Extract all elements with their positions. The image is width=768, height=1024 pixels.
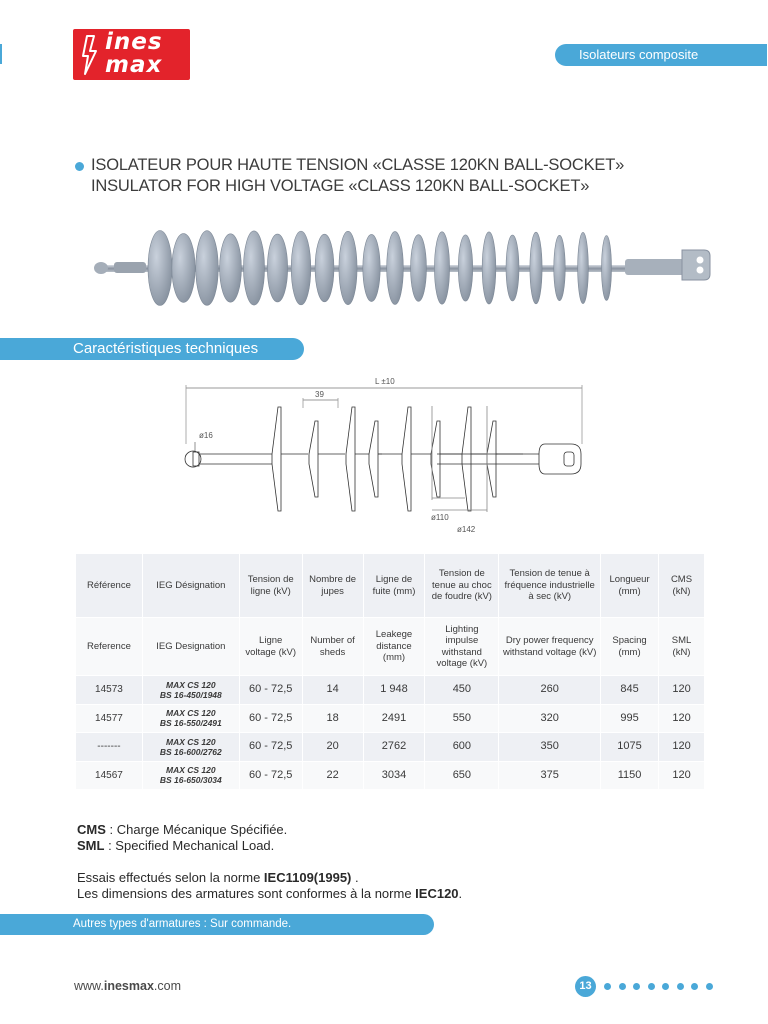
note-tests-text: Essais effectués selon la norme (77, 870, 264, 885)
header-cell: Référence (76, 554, 143, 618)
header-cell: Lighting impulse withstand voltage (kV) (425, 618, 499, 676)
note-tests (77, 870, 359, 885)
cell-leakage: 1 948 (363, 676, 425, 705)
designation-model: MAX CS 120 (166, 679, 216, 690)
lightning-bolt-icon (81, 35, 101, 75)
title-bullet-icon (75, 162, 84, 171)
note-sml (77, 838, 274, 853)
website-host: inesmax (103, 979, 154, 993)
cell-load: 120 (659, 761, 705, 790)
dot-icon (706, 983, 713, 990)
designation-code: BS 16-450/1948 (159, 689, 222, 700)
drawing-label-small-shed: ø110 (431, 513, 449, 522)
cell-sheds: 22 (302, 761, 363, 790)
decorative-dots (604, 983, 713, 991)
cell-voltage: 60 - 72,5 (239, 761, 302, 790)
drawing-label-large-shed: ø142 (457, 525, 476, 534)
shed-shape (196, 231, 219, 306)
header-cell: Tension de ligne (kV) (239, 554, 302, 618)
cell-dry-voltage: 320 (499, 704, 601, 733)
header-cell: Longueur (mm) (601, 554, 659, 618)
dot-icon (604, 983, 611, 990)
designation-model: MAX CS 120 (166, 765, 216, 776)
header-cell: Number of sheds (302, 618, 363, 676)
drawing-shed (487, 421, 496, 497)
cell-dry-voltage: 350 (499, 733, 601, 762)
shed-shape (291, 231, 311, 305)
shed-shape (363, 234, 380, 301)
dot-icon (619, 983, 626, 990)
title-french: ISOLATEUR POUR HAUTE TENSION «CLASSE 120KN BALL-SOCKET» (91, 156, 625, 174)
section-label: Isolateurs composite (555, 44, 767, 66)
designation-code: BS 16-600/2762 (159, 746, 222, 757)
table-row (76, 704, 705, 733)
logo-text-top: ines (105, 29, 163, 55)
designation-model: MAX CS 120 (166, 708, 216, 719)
dot-icon (677, 983, 684, 990)
designation-model: MAX CS 120 (166, 736, 216, 747)
table-row (76, 733, 705, 762)
drawing-shed (402, 407, 411, 511)
shed-shape (267, 234, 287, 302)
note-dimensions (77, 886, 462, 901)
shed-shape (243, 231, 264, 305)
drawing-shed (369, 421, 378, 497)
ines-max-logo (73, 29, 190, 80)
cell-length: 1075 (601, 733, 659, 762)
cell-reference: 14577 (76, 704, 143, 733)
cell-designation (142, 761, 239, 790)
cell-impulse: 550 (425, 704, 499, 733)
table-row (76, 676, 705, 705)
drawing-label-rod-diameter: ø16 (199, 431, 213, 440)
cell-voltage: 60 - 72,5 (239, 676, 302, 705)
shed-shape (148, 231, 172, 306)
shed-shape (411, 235, 427, 302)
note-dimensions-text: Les dimensions des armatures sont conformes à la norme (77, 886, 416, 901)
drawing-shed (309, 421, 318, 497)
header-cell: Ligne voltage (kV) (239, 618, 302, 676)
cell-impulse: 650 (425, 761, 499, 790)
cell-sheds: 18 (302, 704, 363, 733)
shed-shape (315, 234, 334, 302)
header-cell: Tension de tenue à fréquence industrielle à sec (kV) (499, 554, 601, 618)
page-number: 13 (575, 976, 596, 997)
cell-designation (142, 676, 239, 705)
shed-shape (220, 234, 242, 302)
drawing-label-length: L ±10 (375, 377, 395, 386)
shed-shape (530, 232, 542, 304)
drawing-label-spacing: 39 (315, 390, 324, 399)
cell-sheds: 20 (302, 733, 363, 762)
shed-shape (434, 232, 449, 304)
header-cell: CMS (kN) (659, 554, 705, 618)
cell-impulse: 600 (425, 733, 499, 762)
drawing-shed (346, 407, 355, 511)
shed-shape (482, 232, 496, 304)
header-cell: Dry power frequency withstand voltage (kV) (499, 618, 601, 676)
header-cell: SML (kN) (659, 618, 705, 676)
website-suffix: .com (153, 979, 181, 993)
shed-shape (387, 232, 404, 305)
cell-sheds: 14 (302, 676, 363, 705)
designation-code: BS 16-550/2491 (159, 718, 222, 729)
cell-designation (142, 704, 239, 733)
cell-load: 120 (659, 676, 705, 705)
insulator-dimension-drawing (175, 372, 600, 537)
note-sml-text: : Specified Mechanical Load. (104, 838, 275, 853)
cell-length: 845 (601, 676, 659, 705)
cell-load: 120 (659, 704, 705, 733)
header-cell: Spacing (mm) (601, 618, 659, 676)
insulator-product-image (90, 222, 722, 308)
note-dimensions-standard: IEC120 (415, 886, 459, 901)
table-header-french (76, 554, 705, 618)
cell-reference: 14573 (76, 676, 143, 705)
cell-leakage: 2491 (363, 704, 425, 733)
drawing-shed (462, 407, 471, 511)
header-cell: Reference (76, 618, 143, 676)
edge-marker (0, 44, 2, 64)
note-cms-text: : Charge Mécanique Spécifiée. (105, 822, 288, 837)
fittings-note: Autres types d'armatures : Sur commande. (0, 914, 434, 935)
shed-shape (172, 234, 195, 303)
cell-voltage: 60 - 72,5 (239, 733, 302, 762)
shed-shape (602, 236, 612, 301)
note-cms-abbr: CMS (77, 822, 106, 837)
dot-icon (633, 983, 640, 990)
header-cell: Tension de tenue au choc de foudre (kV) (425, 554, 499, 618)
note-sml-abbr: SML (77, 838, 105, 853)
header-cell: IEG Designation (142, 618, 239, 676)
drawing-shed (272, 407, 281, 511)
cell-length: 1150 (601, 761, 659, 790)
header-cell: Ligne de fuite (mm) (363, 554, 425, 618)
note-tests-end: . (351, 870, 359, 885)
cell-reference: ------- (76, 733, 143, 762)
shed-shape (578, 232, 589, 303)
note-tests-standard: IEC1109(1995) (263, 870, 352, 885)
dot-icon (648, 983, 655, 990)
cell-designation (142, 733, 239, 762)
website-link[interactable] (74, 979, 181, 993)
title-english: INSULATOR FOR HIGH VOLTAGE «CLASS 120KN BALL-SOCKET» (91, 177, 590, 195)
cell-dry-voltage: 260 (499, 676, 601, 705)
cell-load: 120 (659, 733, 705, 762)
website-prefix: www. (74, 979, 104, 993)
cell-voltage: 60 - 72,5 (239, 704, 302, 733)
shed-shape (458, 235, 472, 301)
note-cms (77, 822, 287, 837)
cell-reference: 14567 (76, 761, 143, 790)
cell-leakage: 2762 (363, 733, 425, 762)
cell-length: 995 (601, 704, 659, 733)
dot-icon (662, 983, 669, 990)
header-cell: Nombre de jupes (302, 554, 363, 618)
characteristics-heading: Caractéristiques techniques (0, 338, 304, 360)
logo-text-bottom: max (105, 52, 163, 78)
header-cell: Leakege distance (mm) (363, 618, 425, 676)
table-header-english (76, 618, 705, 676)
table-row (76, 761, 705, 790)
shed-shape (554, 235, 565, 300)
cell-leakage: 3034 (363, 761, 425, 790)
cell-dry-voltage: 375 (499, 761, 601, 790)
note-dimensions-end: . (458, 886, 463, 901)
header-cell: IEG Désignation (142, 554, 239, 618)
dot-icon (691, 983, 698, 990)
shed-shape (339, 231, 357, 304)
shed-shape (506, 235, 519, 301)
cell-impulse: 450 (425, 676, 499, 705)
designation-code: BS 16-650/3034 (159, 775, 222, 786)
specifications-table (75, 553, 705, 790)
